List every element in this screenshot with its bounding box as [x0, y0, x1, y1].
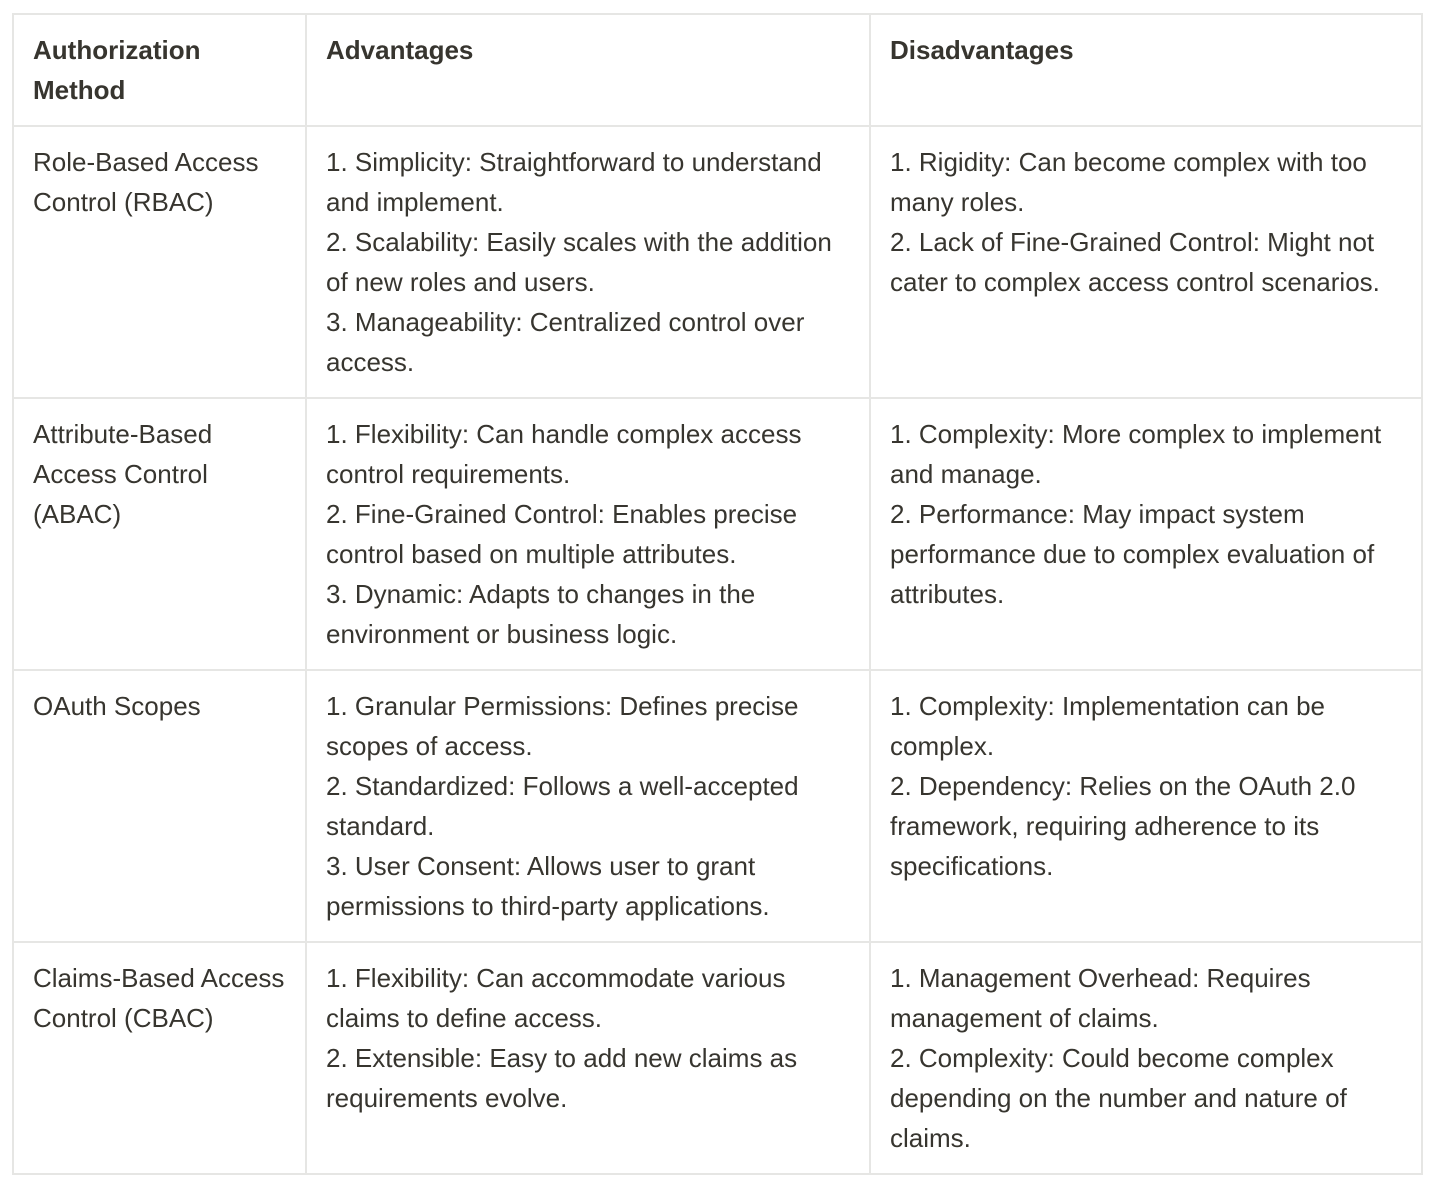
authorization-methods-table [12, 13, 1423, 1175]
table-row-abac [13, 398, 1422, 670]
disadvantage-item: 2. Performance: May impact system performance due to complex evaluation of attributes. [890, 499, 1375, 609]
advantages-cell [306, 398, 870, 670]
method-cell: Claims-Based Access Control (CBAC) [13, 942, 306, 1174]
disadvantage-item: 2. Lack of Fine-Grained Control: Might not cater to complex access control scenarios. [890, 227, 1380, 297]
advantage-item: 1. Flexibility: Can accommodate various claims to define access. [326, 963, 786, 1033]
advantage-item: 3. Dynamic: Adapts to changes in the environment or business logic. [326, 579, 756, 649]
disadvantage-item: 1. Complexity: Implementation can be complex. [890, 691, 1325, 761]
advantage-item: 1. Granular Permissions: Defines precise scopes of access. [326, 691, 799, 761]
disadvantages-cell [870, 398, 1422, 670]
advantages-cell [306, 670, 870, 942]
advantages-cell [306, 942, 870, 1174]
advantage-item: 2. Standardized: Follows a well-accepted standard. [326, 771, 799, 841]
advantage-item: 2. Fine-Grained Control: Enables precise control based on multiple attributes. [326, 499, 798, 569]
table-row-rbac [13, 126, 1422, 398]
header-advantages: Advantages [306, 14, 870, 126]
table-row-oauth-scopes [13, 670, 1422, 942]
advantage-item: 3. Manageability: Centralized control over access. [326, 307, 805, 377]
advantage-item: 2. Extensible: Easy to add new claims as requirements evolve. [326, 1043, 798, 1113]
method-cell: Role-Based Access Control (RBAC) [13, 126, 306, 398]
advantages-cell [306, 126, 870, 398]
method-cell: Attribute-Based Access Control (ABAC) [13, 398, 306, 670]
table-row-cbac [13, 942, 1422, 1174]
method-cell: OAuth Scopes [13, 670, 306, 942]
disadvantages-cell [870, 126, 1422, 398]
disadvantage-item: 1. Management Overhead: Requires management of claims. [890, 963, 1311, 1033]
advantage-item: 2. Scalability: Easily scales with the addition of new roles and users. [326, 227, 832, 297]
header-authorization-method: Authorization Method [13, 14, 306, 126]
disadvantage-item: 1. Complexity: More complex to implement and manage. [890, 419, 1382, 489]
advantage-item: 1. Flexibility: Can handle complex access control requirements. [326, 419, 802, 489]
advantage-item: 1. Simplicity: Straightforward to understand and implement. [326, 147, 822, 217]
header-disadvantages: Disadvantages [870, 14, 1422, 126]
disadvantage-item: 2. Dependency: Relies on the OAuth 2.0 framework, requiring adherence to its specifications. [890, 771, 1356, 881]
disadvantage-item: 2. Complexity: Could become complex depending on the number and nature of claims. [890, 1043, 1347, 1153]
disadvantages-cell [870, 670, 1422, 942]
comparison-table-container [12, 13, 1423, 1175]
disadvantage-item: 1. Rigidity: Can become complex with too many roles. [890, 147, 1367, 217]
table-header-row [13, 14, 1422, 126]
advantage-item: 3. User Consent: Allows user to grant permissions to third-party applications. [326, 851, 770, 921]
disadvantages-cell [870, 942, 1422, 1174]
